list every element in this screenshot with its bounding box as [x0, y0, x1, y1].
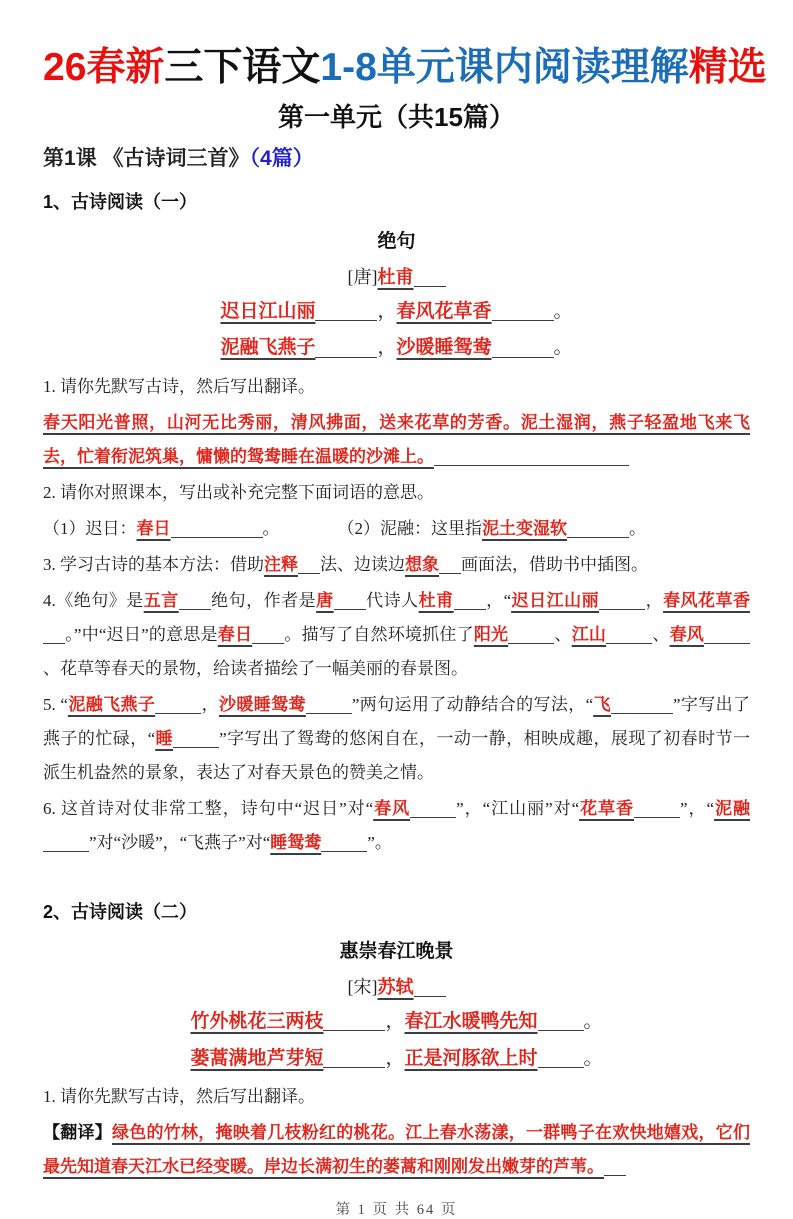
text-segment: ， [645, 591, 664, 611]
text-segment: ”两句运用了动静结合的写法，“ [351, 695, 594, 715]
exercise-1-heading: 1、古诗阅读（一） [43, 191, 198, 212]
blank-underline [252, 626, 284, 644]
text-segment: ， [377, 337, 397, 359]
poem-author [43, 263, 750, 289]
text-segment: ”字写出了鸳鸯的悠闲自在，一动一静，相映成趣，展现了初春时节一派生机盎然的景象，表达了对春天景色的赞美之情。 [43, 729, 751, 783]
answer-translation-2 [43, 1116, 750, 1184]
blank-underline [434, 448, 629, 466]
text-segment: 。 [583, 1047, 603, 1069]
text-segment: 苏轼 [377, 977, 414, 998]
poem-title: 绝句 [377, 230, 416, 252]
text-segment: 泥融 [714, 799, 751, 819]
text-segment: [唐] [347, 266, 378, 287]
blank-underline [298, 556, 320, 574]
blank-underline [439, 556, 461, 574]
blank-underline [321, 834, 367, 852]
blank-underline [173, 730, 219, 748]
text-segment: ”，“江山丽”对“ [456, 799, 580, 819]
text-segment: 泥融飞燕子 [67, 695, 156, 715]
text-segment: 春风花草香 [396, 300, 492, 322]
section-spacer [43, 860, 750, 898]
lesson-heading [43, 142, 750, 172]
text-segment: 。”中“迟日”的意思是 [65, 625, 218, 645]
text-segment: 春日 [136, 519, 171, 539]
text-segment: 泥土变湿软 [482, 519, 567, 539]
text-segment: ”字写出了燕子的忙碌，“ [43, 695, 751, 749]
poem-line [43, 299, 750, 326]
text-segment: [宋] [347, 977, 378, 998]
blank-underline [315, 301, 377, 321]
text-segment: 、 [554, 625, 572, 645]
text-segment: ， [385, 1047, 405, 1069]
blank-underline [606, 626, 652, 644]
poem-line [43, 1046, 750, 1073]
text-segment: 泥融飞燕子 [220, 337, 316, 359]
text-segment: 精选 [688, 46, 767, 89]
blank-underline [414, 978, 446, 997]
text-segment: 唐 [316, 591, 334, 611]
text-segment: 睡 [155, 729, 174, 749]
blank-underline [704, 626, 750, 644]
blank-underline [410, 800, 456, 818]
text-segment: 3. 学习古诗的基本方法：借助 [43, 555, 264, 575]
text-segment: 绿色的竹林，掩映着几枝粉红的桃花。江上春水荡漾，一群鸭子在欢快地嬉戏，它们最先知道春天江水已经变暖。岸边长满初生的蒌蒿和刚刚发出嫩芽的芦苇。 [43, 1123, 750, 1177]
text-segment: 江山 [571, 625, 607, 645]
text-segment: 迟日江山丽 [220, 300, 316, 322]
text-segment: ， [377, 300, 397, 322]
question-1: 1. 请你先默写古诗，然后写出翻译。 [43, 1087, 315, 1107]
blank-underline [323, 1048, 385, 1068]
blank-underline [538, 1048, 584, 1068]
text-segment: 1-8单元课内阅读理解 [320, 46, 689, 89]
text-segment: 竹外桃花三两枝 [190, 1011, 324, 1033]
text-segment: 4.《绝句》是 [43, 591, 144, 611]
text-segment: 、花草等春天的景物，给读者描绘了一幅美丽的春景图。 [43, 659, 468, 679]
text-segment: 【翻译】 [43, 1123, 112, 1143]
blank-underline [306, 696, 352, 714]
text-segment: 。 [553, 337, 573, 359]
question-2-sub [43, 512, 750, 546]
text-segment: 绝句，作者是 [210, 591, 317, 611]
poem-line [43, 335, 750, 362]
text-segment: 迟日江山丽 [511, 591, 600, 611]
unit-subtitle: 第一单元（共15篇） [278, 101, 515, 132]
blank-underline [43, 834, 89, 852]
text-segment: 6. 这首诗对仗非常工整，诗句中“迟日”对“ [43, 799, 374, 819]
text-segment: ”，“ [680, 799, 715, 819]
text-segment: 五言 [143, 591, 179, 611]
poem-title: 惠崇春江晚景 [339, 941, 454, 963]
poem-jueju [43, 226, 750, 362]
text-segment: 注释 [264, 555, 298, 575]
text-segment: 睡鸳鸯 [270, 833, 322, 853]
text-segment: ， [385, 1011, 405, 1033]
document-title [43, 46, 767, 91]
blank-underline [508, 626, 554, 644]
text-segment: ”。 [367, 833, 392, 853]
text-segment: 。描写了自然环境抓住了 [284, 625, 474, 645]
text-segment: 沙暖睡鸳鸯 [218, 695, 306, 715]
text-segment: 画面法，借助书中插图。 [461, 555, 648, 575]
exercise-2-heading: 2、古诗阅读（二） [43, 902, 198, 923]
question-1: 1. 请你先默写古诗，然后写出翻译。 [43, 377, 315, 397]
question-4 [43, 584, 750, 686]
text-segment: 法、边读边 [320, 555, 405, 575]
page-number-footer: 第 1 页 共 64 页 [335, 1202, 458, 1219]
blank-underline [179, 592, 211, 610]
text-segment: 杜甫 [418, 591, 454, 611]
text-segment: 。 [553, 300, 573, 322]
answer-translation-1 [43, 406, 750, 474]
blank-underline [323, 1011, 385, 1031]
text-segment: （2）泥融：这里指 [337, 519, 482, 539]
text-segment: 春江水暖鸭先知 [404, 1011, 538, 1033]
text-segment: 沙暖睡鸳鸯 [396, 337, 492, 359]
text-segment: 春风 [669, 625, 705, 645]
blank-underline [567, 520, 629, 538]
blank-underline [171, 520, 263, 538]
text-segment: 花草香 [579, 799, 635, 819]
blank-underline [43, 626, 65, 644]
text-segment: 26春新 [43, 46, 165, 89]
text-segment: 想象 [405, 555, 439, 575]
text-segment: 。 [629, 519, 646, 539]
blank-underline [315, 338, 377, 358]
question-5 [43, 688, 750, 790]
text-segment: 三下语文 [164, 46, 321, 89]
blank-underline [604, 1158, 626, 1176]
text-segment: 春日 [217, 625, 253, 645]
text-segment: 杜甫 [377, 266, 414, 287]
poem-huichong [43, 936, 750, 1072]
text-segment: （1）迟日： [43, 519, 137, 539]
text-segment: 飞 [593, 695, 611, 715]
question-3 [43, 548, 750, 582]
text-segment: 5. “ [43, 695, 68, 715]
text-segment: 。 [583, 1011, 603, 1033]
blank-underline [599, 592, 645, 610]
blank-underline [334, 592, 366, 610]
text-segment: 春风 [373, 799, 411, 819]
text-segment: 。 [262, 519, 280, 539]
text-segment: ，“ [485, 591, 512, 611]
blank-underline [538, 1011, 584, 1031]
text-segment: 第1课 《古诗词三首》 [43, 146, 250, 170]
text-segment: 阳光 [473, 625, 509, 645]
poem-line [43, 1009, 750, 1036]
text-segment: （4篇） [249, 146, 314, 170]
blank-underline [414, 268, 446, 287]
question-6 [43, 792, 750, 860]
blank-underline [634, 800, 680, 818]
text-segment: ”对“沙暖”，“飞燕子”对“ [89, 833, 271, 853]
poem-author [43, 973, 750, 999]
question-2: 2. 请你对照课本，写出或补充完整下面词语的意思。 [43, 483, 434, 503]
blank-underline [454, 592, 486, 610]
blank-underline [492, 301, 554, 321]
text-segment: 、 [652, 625, 670, 645]
text-segment: 春天阳光普照，山河无比秀丽，清风拂面，送来花草的芳香。泥土湿润，燕子轻盈地飞来飞去，忙着衔泥筑巢，慵懒的鸳鸯睡在温暖的沙滩上。 [43, 413, 750, 467]
text-segment: 蒌蒿满地芦芽短 [190, 1047, 324, 1069]
blank-underline [155, 696, 201, 714]
text-segment: 正是河豚欲上时 [404, 1047, 538, 1069]
text-segment: 春风花草香 [663, 591, 751, 611]
text-segment: 代诗人 [365, 591, 419, 611]
blank-underline [611, 696, 673, 714]
blank-underline [492, 338, 554, 358]
text-segment: ， [201, 695, 219, 715]
